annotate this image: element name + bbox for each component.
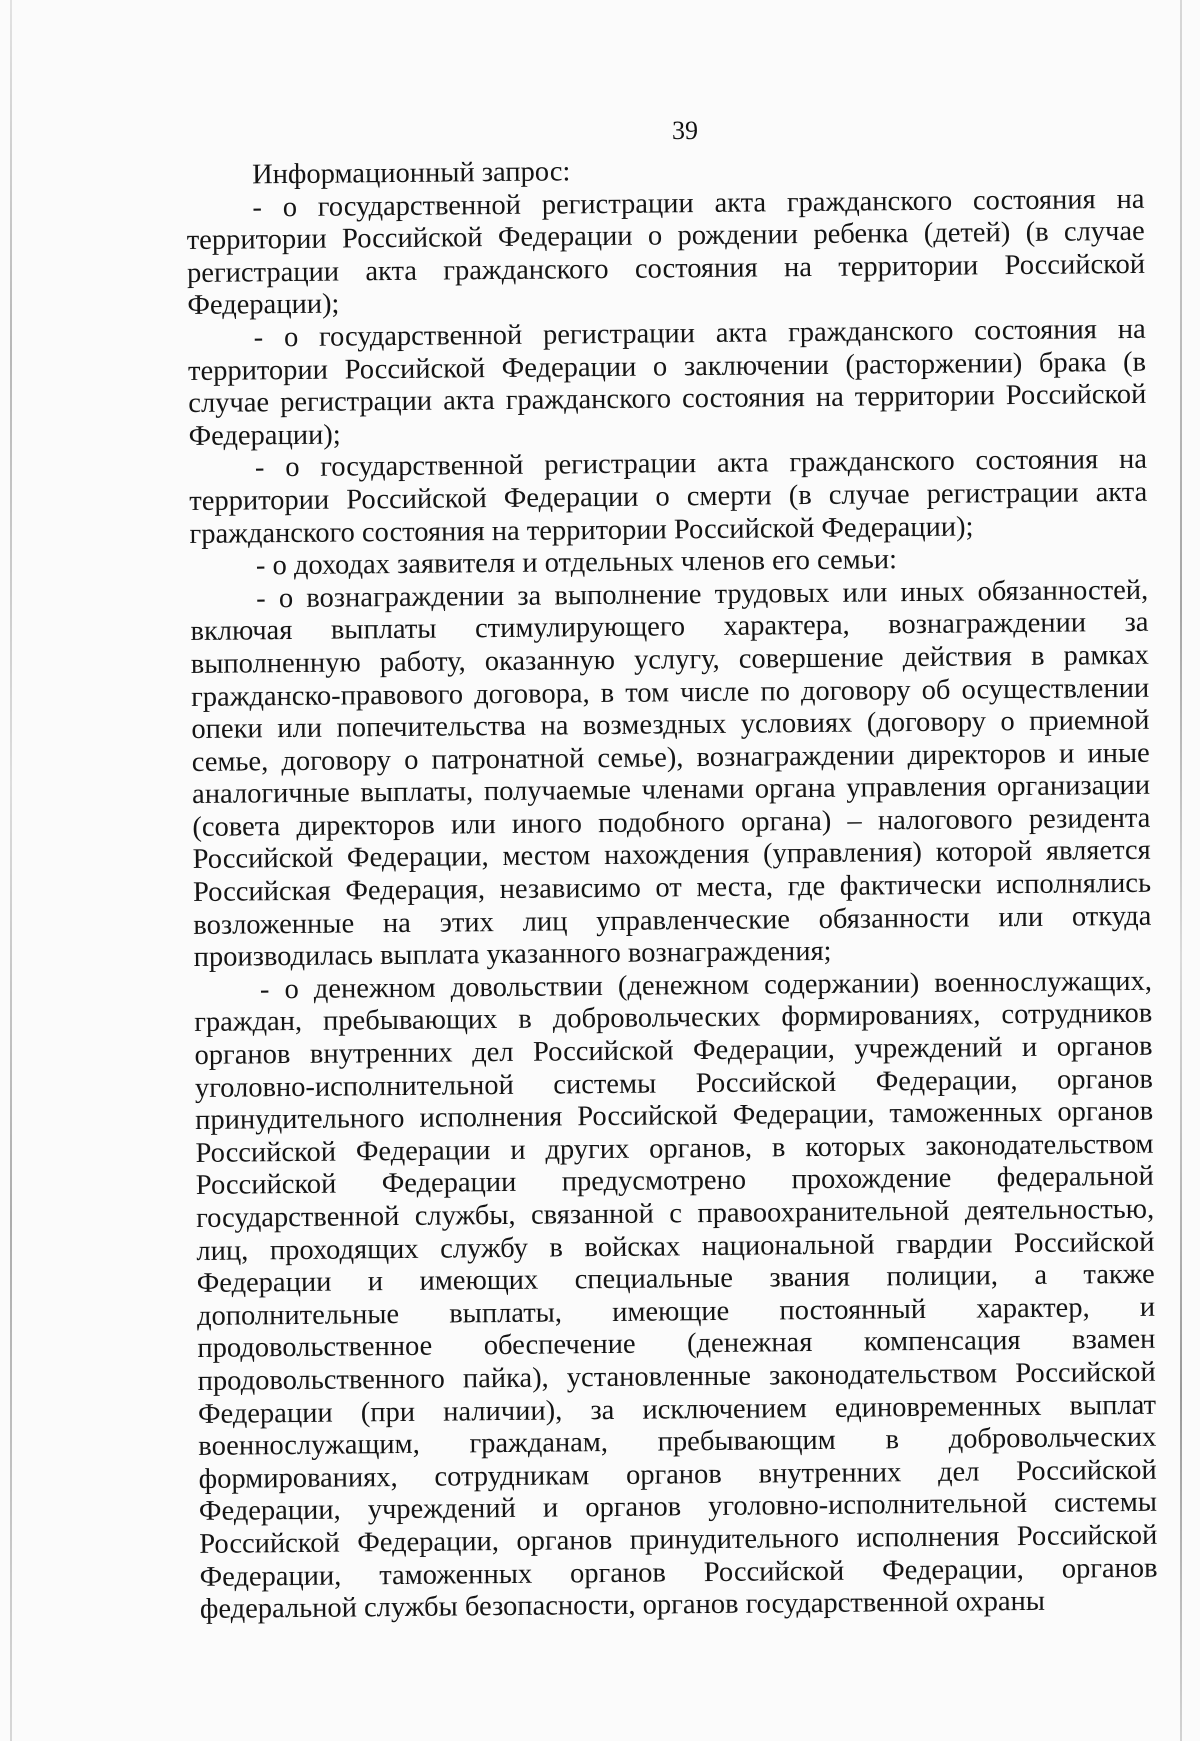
document-body — [186, 151, 1158, 1627]
page-number: 39 — [672, 116, 698, 145]
paragraph-remuneration: - о вознаграждении за выполнение трудовых или иных обязанностей, включая выплаты стимулирующего характера, вознаграждении за выполненную работу, оказанную услугу, совершение действия в рамках гражданско-правового договора, в том числе по договору об осуществлении опеки или попечительства на возмездных условиях (договору о приемной семье, договору о патронатной семье), вознаграждении директоров и иные аналогичные выплаты, получаемые членами органа управления организации (совета директоров или иного подобного органа) – налогового резидента Российской Федерации, местом нахождения (управления) которой является Российская Федерация, независимо от места, где фактически исполнялись возложенные на этих лиц управленческие обязанности или откуда производилась выплата указанного вознаграждения; — [190, 574, 1152, 974]
paragraph-death-registration: - о государственной регистрации акта гражданского состояния на территории Российской Федерации о смерти (в случае регистрации акта гражданского состояния на территории Российской Федерации); — [189, 444, 1148, 550]
paragraph-birth-registration: - о государственной регистрации акта гражданского состояния на территории Российской Федерации о рождении ребенка (детей) (в случае регистрации акта гражданского состояния на территории Российской Федерации); — [186, 183, 1146, 322]
scan-edge-left — [10, 0, 12, 1741]
paragraph-income-heading: - о доходах заявителя и отдельных членов его семьи: — [255, 544, 898, 582]
scan-edge-right — [1180, 0, 1182, 1741]
paragraph-marriage-registration: - о государственной регистрации акта гражданского состояния на территории Российской Федерации о заключении (расторжении) брака (в случае регистрации акта гражданского состояния на территории Российской Федерации); — [187, 313, 1147, 452]
section-heading: Информационный запрос: — [251, 156, 571, 191]
paragraph-monetary-allowance: - о денежном довольствии (денежном содержании) военнослужащих, граждан, пребывающих в добровольческих формированиях, сотрудников органов внутренних дел Российской Федерации, учреждений и органов уголовно-исполнительной системы Российской Федерации, органов принудительного исполнения Российской Федерации, таможенных органов Российской Федерации и других органов, в которых законодательством Российской Федерации предусмотрено прохождение федеральной государственной службы, связанной с правоохранительной деятельностью, лиц, проходящих службу в войсках национальной гвардии Российской Федерации и имеющих специальные звания полиции, а также дополнительные выплаты, имеющие постоянный характер, и продовольственное обеспечение (денежная компенсация взамен продовольственного пайка), установленные законодательством Российской Федерации (при наличии), за исключением единовременных выплат военнослужащим, гражданам, пребывающим в добровольческих формированиях, сотрудникам органов внутренних дел Российской Федерации, учреждений и органов уголовно-исполнительной системы Российской Федерации, органов принудительного исполнения Российской Федерации, таможенных органов Российской Федерации, органов федеральной службы безопасности, органов государственной охраны — [194, 965, 1158, 1626]
